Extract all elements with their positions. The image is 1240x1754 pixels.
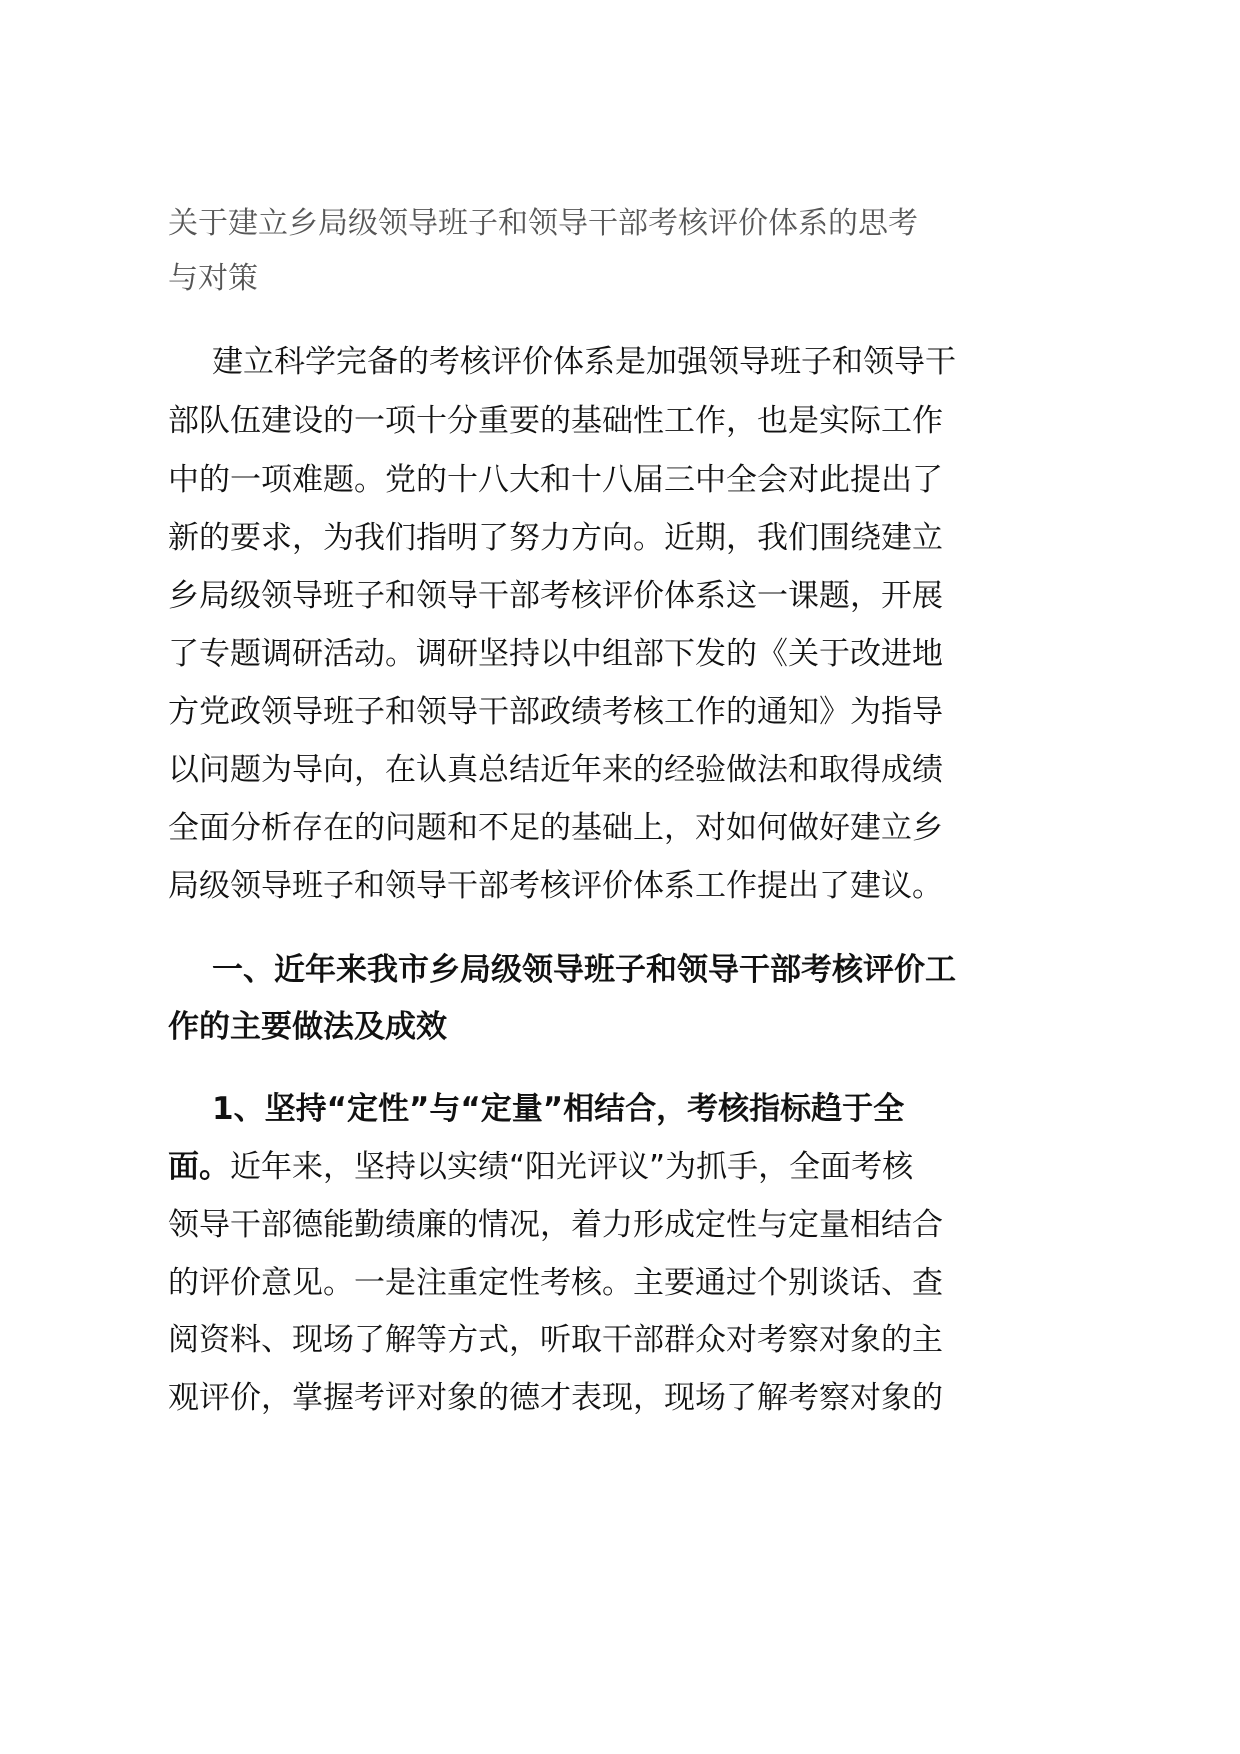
intro-paragraph-line-2: 部队伍建设的一项十分重要的基础性工作，也是实际工作	[168, 403, 943, 439]
subsection-1-body-line-4: 观评价，掌握考评对象的德才表现，现场了解考察对象的	[168, 1380, 943, 1416]
intro-paragraph-line-5: 乡局级领导班子和领导干部考核评价体系这一课题，开展	[168, 578, 943, 614]
section-1-heading-line-2: 作的主要做法及成效	[168, 1009, 447, 1045]
document-title-line-1: 关于建立乡局级领导班子和领导干部考核评价体系的思考	[168, 206, 918, 241]
intro-paragraph-line-8: 以问题为导向，在认真总结近年来的经验做法和取得成绩	[168, 752, 943, 788]
intro-paragraph-line-6: 了专题调研活动。调研坚持以中组部下发的《关于改进地	[168, 636, 943, 672]
section-1-heading-line-1: 一、近年来我市乡局级领导班子和领导干部考核评价工	[212, 952, 956, 988]
document-title-line-2: 与对策	[168, 261, 258, 296]
subsection-1-body-line-1: 领导干部德能勤绩廉的情况，着力形成定性与定量相结合	[168, 1207, 943, 1243]
intro-paragraph-line-7: 方党政领导班子和领导干部政绩考核工作的通知》为指导	[168, 694, 943, 730]
subsection-1-line-2	[168, 1147, 913, 1187]
subsection-1-body-line-3: 阅资料、现场了解等方式，听取干部群众对考察对象的主	[168, 1322, 943, 1358]
intro-paragraph-line-3: 中的一项难题。党的十八大和十八届三中全会对此提出了	[168, 462, 943, 498]
subsection-1-heading-end: 面。	[168, 1149, 230, 1185]
intro-paragraph-line-1: 建立科学完备的考核评价体系是加强领导班子和领导干	[212, 344, 956, 380]
subsection-1-line-2-text: 近年来，坚持以实绩“阳光评议”为抓手，全面考核	[230, 1149, 914, 1185]
subsection-1-body-line-2: 的评价意见。一是注重定性考核。主要通过个别谈话、查	[168, 1265, 943, 1301]
intro-paragraph-line-9: 全面分析存在的问题和不足的基础上，对如何做好建立乡	[168, 810, 943, 846]
intro-paragraph-line-10: 局级领导班子和领导干部考核评价体系工作提出了建议。	[168, 868, 943, 904]
intro-paragraph-line-4: 新的要求，为我们指明了努力方向。近期，我们围绕建立	[168, 520, 943, 556]
subsection-1-heading-line-1: 1、坚持“定性”与“定量”相结合，考核指标趋于全	[212, 1091, 905, 1127]
